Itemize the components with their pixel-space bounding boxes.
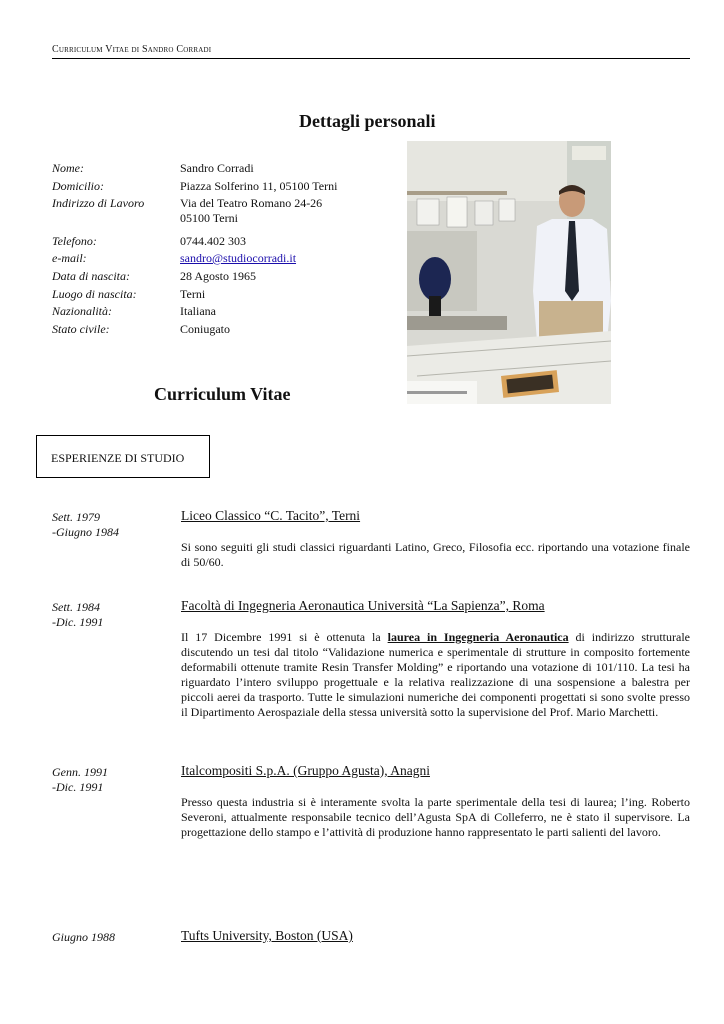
- entry-body-pre: Il 17 Dicembre 1991 si è ottenuta la: [181, 630, 388, 644]
- entry-title: Liceo Classico “C. Tacito”, Terni: [181, 508, 361, 523]
- info-label: Nazionalità:: [52, 304, 113, 318]
- entry-title: Tufts University, Boston (USA): [181, 928, 353, 943]
- info-label: Nome:: [52, 161, 84, 175]
- info-label: Data di nascita:: [52, 269, 130, 283]
- info-value: Via del Teatro Romano 24-26: [180, 196, 323, 210]
- email-link[interactable]: sandro@studiocorradi.it: [180, 251, 297, 265]
- personal-details-title: Dettagli personali: [299, 111, 436, 131]
- entry-date-start: Genn. 1991: [52, 765, 108, 779]
- info-value: Coniugato: [180, 322, 230, 336]
- info-value: 0744.402 303: [180, 234, 246, 248]
- info-value: 28 Agosto 1965: [180, 269, 257, 283]
- running-header-text: Curriculum Vitae di Sandro Corradi: [52, 44, 212, 55]
- entry-date-end: -Giugno 1984: [52, 525, 119, 539]
- info-value: Sandro Corradi: [180, 161, 254, 175]
- entry-body-highlight: laurea in Ingegneria Aeronautica: [387, 630, 569, 644]
- entry-body-post: di indirizzo strutturale discutendo un tesi dal titolo “Validazione numerica e sperimentale di strutture in composito fortemente deformabili ottenute tramite Resin Transfer Molding” e riportando una votazione di 101/110. La tesi ha riguardato l’intero sviluppo progettuale e la relativa realizzazione di una sospensione a balestra per piccoli aerei da trasporto. Tutte le simulazioni numeriche dei componenti progettati si sono svolte presso il Dipartimento Aerospaziale della stessa università sotto la supervisione del Prof. Mario Marchetti.: [181, 630, 690, 719]
- header-rule: [52, 58, 690, 59]
- profile-photo: [407, 141, 611, 404]
- entry-title: Facoltà di Ingegneria Aeronautica Università “La Sapienza”, Roma: [181, 598, 545, 613]
- cv-title: Curriculum Vitae: [154, 384, 291, 404]
- info-value: Italiana: [180, 304, 216, 318]
- entry-date-end: -Dic. 1991: [52, 780, 104, 794]
- entry-date-start: Sett. 1979: [52, 510, 100, 524]
- entry-body: [181, 630, 690, 720]
- entry-body: Presso questa industria si è interamente svolta la parte sperimentale della tesi di laurea; l’ing. Roberto Severoni, attualmente responsabile tecnico dell’Agusta SpA di Colleferro, ne è stato il supervisore. La progettazione dello stampo e l’attività di produzione hanno rappresentato le parti salienti del lavoro.: [181, 795, 690, 839]
- info-value: Piazza Solferino 11, 05100 Terni: [180, 179, 338, 193]
- entry-date-start: Giugno 1988: [52, 930, 115, 944]
- entry-body: Si sono seguiti gli studi classici riguardanti Latino, Greco, Filosofia ecc. riportando una votazione finale di 50/60.: [181, 540, 690, 569]
- info-row-indirizzo: [52, 196, 392, 228]
- info-value-line2: 05100 Terni: [180, 211, 238, 225]
- info-label: e-mail:: [52, 251, 87, 265]
- info-label: Indirizzo di Lavoro: [52, 196, 145, 210]
- info-label: Luogo di nascita:: [52, 287, 137, 301]
- info-label: Stato civile:: [52, 322, 110, 336]
- info-label: Domicilio:: [52, 179, 104, 193]
- section-heading-box: [36, 435, 210, 478]
- entry-date-end: -Dic. 1991: [52, 615, 104, 629]
- running-header: [52, 44, 211, 55]
- info-value: Terni: [180, 287, 206, 301]
- info-label: Telefono:: [52, 234, 97, 248]
- entry-title: Italcompositi S.p.A. (Gruppo Agusta), Anagni: [181, 763, 430, 778]
- profile-photo-illustration: [407, 141, 611, 404]
- section-heading-text: ESPERIENZE DI STUDIO: [51, 451, 185, 465]
- entry-date-start: Sett. 1984: [52, 600, 100, 614]
